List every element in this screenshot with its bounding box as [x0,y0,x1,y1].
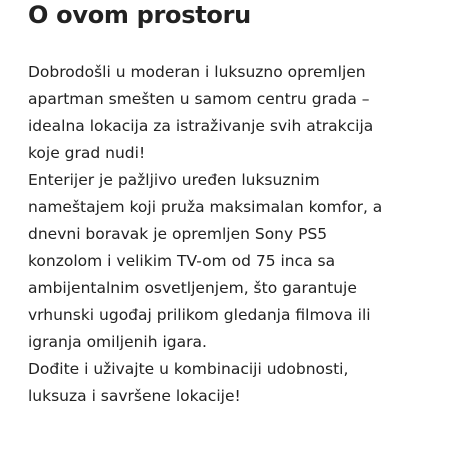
description-paragraph-welcome [28,59,448,167]
listing-description [28,59,448,410]
description-paragraph-interior [28,167,448,356]
description-paragraph-invitation [28,356,448,410]
description-line: igranja omiljenih igara. [28,333,207,351]
description-line: vrhunski ugođaj prilikom gledanja filmova ili [28,306,371,324]
description-line: luksuza i savršene lokacije! [28,387,241,405]
description-line: koje grad nudi! [28,144,146,162]
description-line: idealna lokacija za istraživanje svih atrakcija [28,117,374,135]
description-line: apartman smešten u samom centru grada – [28,90,370,108]
description-line: dnevni boravak je opremljen Sony PS5 [28,225,328,243]
description-line: nameštajem koji pruža maksimalan komfor, a [28,198,383,216]
description-line: Enterijer je pažljivo uređen luksuznim [28,171,320,189]
description-line: Dođite i uživajte u kombinaciji udobnosti, [28,360,349,378]
description-line: konzolom i velikim TV-om od 75 inca sa [28,252,336,270]
description-line: ambijentalnim osvetljenjem, što garantuje [28,279,357,297]
description-line: Dobrodošli u moderan i luksuzno opremljen [28,63,366,81]
section-title: O ovom prostoru [28,1,251,29]
